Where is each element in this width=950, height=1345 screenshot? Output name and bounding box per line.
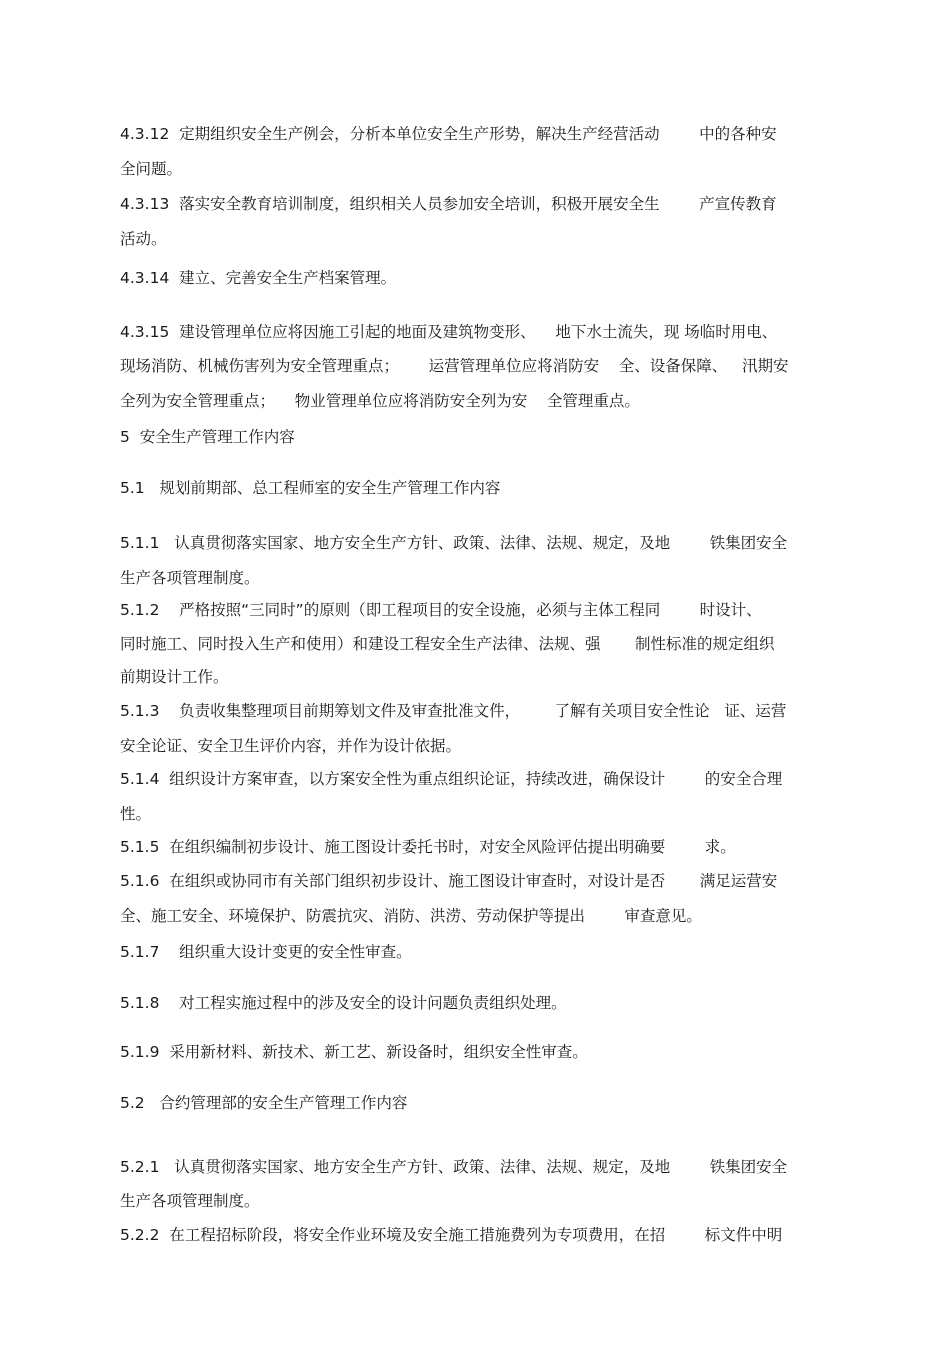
text-line: 5.1.8 对工程实施过程中的涉及安全的设计问题负责组织处理。 [120, 994, 567, 1012]
text-line: 活动。 [120, 230, 167, 248]
text-line: 4.3.13 落实安全教育培训制度，组织相关人员参加安全培训，积极开展安全生 产宣传教育 [120, 195, 777, 213]
text-line: 前期设计工作。 [120, 668, 229, 686]
text-line: 安全论证、安全卫生评价内容，并作为设计依据。 [120, 737, 462, 755]
subsection-heading: 5.1 规划前期部、总工程师室的安全生产管理工作内容 [120, 479, 501, 497]
text-line: 4.3.14 建立、完善安全生产档案管理。 [120, 269, 397, 287]
text-line: 4.3.12 定期组织安全生产例会，分析本单位安全生产形势，解决生产经营活动 中的各种安 [120, 125, 777, 143]
text-line: 同时施工、同时投入生产和使用）和建设工程安全生产法律、法规、强 制性标准的规定组织 [120, 635, 775, 653]
text-line: 4.3.15 建设管理单位应将因施工引起的地面及建筑物变形、 地下水土流失，现 场临时用电、 [120, 323, 778, 341]
text-line: 现场消防、机械伤害列为安全管理重点； 运营管理单位应将消防安 全、设备保障、 汛期安 [120, 357, 789, 375]
text-line: 5.2.1 认真贯彻落实国家、地方安全生产方针、政策、法律、法规、规定，及地 铁集团安全 [120, 1158, 788, 1176]
text-line: 生产各项管理制度。 [120, 569, 260, 587]
text-line: 5.2.2 在工程招标阶段，将安全作业环境及安全施工措施费列为专项费用，在招 标文件中明 [120, 1226, 783, 1244]
text-line: 全、施工安全、环境保护、防震抗灾、消防、洪涝、劳动保护等提出 审查意见。 [120, 907, 702, 925]
text-line: 5.1.9 采用新材料、新技术、新工艺、新设备时，组织安全性审查。 [120, 1043, 588, 1061]
text-line: 性。 [120, 805, 152, 823]
text-line: 5.1.1 认真贯彻落实国家、地方安全生产方针、政策、法律、法规、规定，及地 铁集团安全 [120, 534, 788, 552]
text-line: 5.1.6 在组织或协同市有关部门组织初步设计、施工图设计审查时，对设计是否 满足运营安 [120, 872, 778, 890]
subsection-heading: 5.2 合约管理部的安全生产管理工作内容 [120, 1094, 408, 1112]
text-line: 5.1.2 严格按照“三同时”的原则（即工程项目的安全设施，必须与主体工程同 时设计、 [120, 601, 762, 619]
text-line: 5.1.7 组织重大设计变更的安全性审查。 [120, 943, 412, 961]
section-heading: 5 安全生产管理工作内容 [120, 428, 295, 446]
text-line: 5.1.4 组织设计方案审查，以方案安全性为重点组织论证，持续改进，确保设计 的安全合理 [120, 770, 783, 788]
text-line: 全问题。 [120, 160, 183, 178]
text-line: 5.1.3 负责收集整理项目前期筹划文件及审查批准文件， 了解有关项目安全性论 证、运营 [120, 702, 787, 720]
text-line: 全列为安全管理重点； 物业管理单位应将消防安全列为安 全管理重点。 [120, 392, 640, 410]
text-line: 5.1.5 在组织编制初步设计、施工图设计委托书时，对安全风险评估提出明确要 求。 [120, 838, 736, 856]
text-line: 生产各项管理制度。 [120, 1192, 260, 1210]
